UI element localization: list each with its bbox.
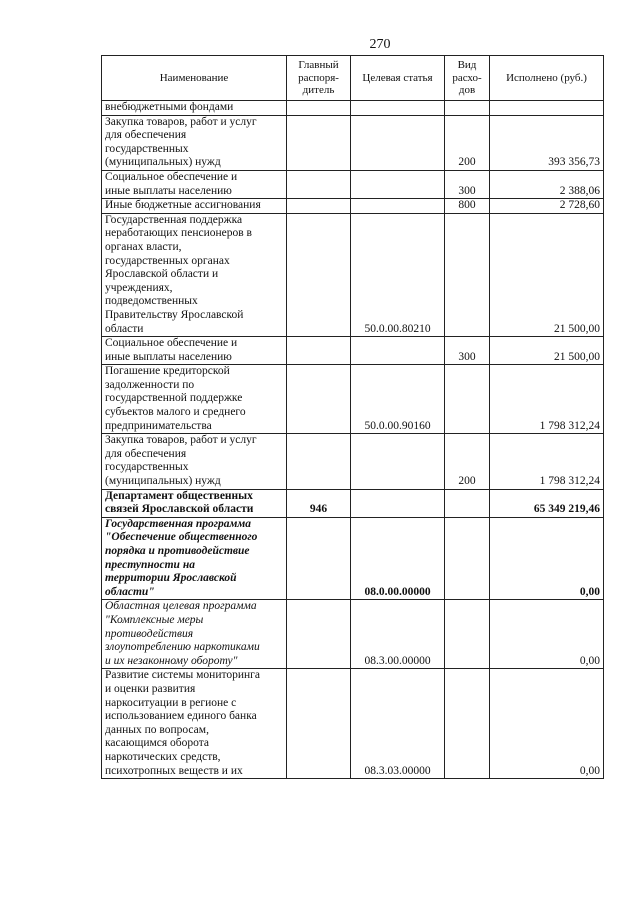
row-target-cell xyxy=(351,199,445,214)
row-name-cell: Социальное обеспечение и иные выплаты населению xyxy=(102,337,287,365)
row-target-cell xyxy=(351,434,445,489)
row-target-cell: 08.3.03.00000 xyxy=(351,669,445,779)
row-name-cell: Закупка товаров, работ и услуг для обеспечения государственных (муниципальных) нужд xyxy=(102,434,287,489)
row-target-cell: 50.0.00.80210 xyxy=(351,213,445,336)
row-type-cell: 200 xyxy=(445,115,490,170)
table-row xyxy=(102,517,604,600)
row-grbs-cell xyxy=(287,199,351,214)
row-type-cell: 300 xyxy=(445,337,490,365)
row-grbs-cell xyxy=(287,337,351,365)
row-target-cell xyxy=(351,337,445,365)
row-amount-cell xyxy=(490,101,604,116)
table-row xyxy=(102,365,604,434)
row-amount-cell: 0,00 xyxy=(490,600,604,669)
row-grbs-cell xyxy=(287,115,351,170)
row-grbs-cell: 946 xyxy=(287,489,351,517)
row-type-cell xyxy=(445,517,490,600)
row-amount-cell: 393 356,73 xyxy=(490,115,604,170)
row-amount-cell: 2 728,60 xyxy=(490,199,604,214)
budget-table xyxy=(101,55,604,779)
table-row xyxy=(102,489,604,517)
row-target-cell: 50.0.00.90160 xyxy=(351,365,445,434)
row-target-cell xyxy=(351,489,445,517)
row-amount-cell: 1 798 312,24 xyxy=(490,434,604,489)
row-name-cell: Социальное обеспечение и иные выплаты населению xyxy=(102,170,287,198)
row-type-cell xyxy=(445,489,490,517)
table-row xyxy=(102,213,604,336)
row-name-cell: Иные бюджетные ассигнования xyxy=(102,199,287,214)
table-row xyxy=(102,199,604,214)
header-target: Целевая статья xyxy=(351,56,445,101)
row-name-cell: Государственная поддержка неработающих пенсионеров в органах власти, государственных органах Ярославской области и учреждениях, подведомственных Правительству Ярославской области xyxy=(102,213,287,336)
header-type: Вид расхо-дов xyxy=(445,56,490,101)
table-row xyxy=(102,669,604,779)
row-type-cell xyxy=(445,213,490,336)
row-amount-cell: 0,00 xyxy=(490,669,604,779)
row-target-cell xyxy=(351,101,445,116)
row-name-cell: Департамент общественных связей Ярославской области xyxy=(102,489,287,517)
row-name-cell: внебюджетными фондами xyxy=(102,101,287,116)
row-amount-cell: 65 349 219,46 xyxy=(490,489,604,517)
row-type-cell xyxy=(445,600,490,669)
row-amount-cell: 0,00 xyxy=(490,517,604,600)
row-type-cell xyxy=(445,101,490,116)
table-row xyxy=(102,337,604,365)
page-number: 270 xyxy=(369,37,391,52)
row-target-cell: 08.3.00.00000 xyxy=(351,600,445,669)
row-grbs-cell xyxy=(287,517,351,600)
row-type-cell: 300 xyxy=(445,170,490,198)
header-executed: Исполнено (руб.) xyxy=(490,56,604,101)
row-grbs-cell xyxy=(287,434,351,489)
row-grbs-cell xyxy=(287,365,351,434)
table-row xyxy=(102,115,604,170)
row-name-cell: Погашение кредиторской задолженности по государственной поддержке субъектов малого и среднего предпринимательства xyxy=(102,365,287,434)
row-name-cell: Государственная программа "Обеспечение общественного порядка и противодействие преступности на территории Ярославской области" xyxy=(102,517,287,600)
table-row xyxy=(102,101,604,116)
row-grbs-cell xyxy=(287,101,351,116)
header-grbs: Главный распоря-дитель xyxy=(287,56,351,101)
row-amount-cell: 21 500,00 xyxy=(490,213,604,336)
row-name-cell: Областная целевая программа "Комплексные меры противодействия злоупотреблению наркотиками и их незаконному обороту" xyxy=(102,600,287,669)
row-type-cell: 800 xyxy=(445,199,490,214)
row-name-cell: Закупка товаров, работ и услуг для обеспечения государственных (муниципальных) нужд xyxy=(102,115,287,170)
row-grbs-cell xyxy=(287,213,351,336)
row-amount-cell: 2 388,06 xyxy=(490,170,604,198)
table-row xyxy=(102,600,604,669)
row-amount-cell: 1 798 312,24 xyxy=(490,365,604,434)
row-target-cell xyxy=(351,115,445,170)
row-grbs-cell xyxy=(287,170,351,198)
table-row xyxy=(102,170,604,198)
header-name: Наименование xyxy=(102,56,287,101)
row-target-cell xyxy=(351,170,445,198)
row-name-cell: Развитие системы мониторинга и оценки развития наркоситуации в регионе с использованием единого банка данных по вопросам, касающимся оборота наркотических средств, психотропных веществ и их xyxy=(102,669,287,779)
table-header-row xyxy=(102,56,604,101)
row-target-cell: 08.0.00.00000 xyxy=(351,517,445,600)
row-grbs-cell xyxy=(287,600,351,669)
row-grbs-cell xyxy=(287,669,351,779)
table-row xyxy=(102,434,604,489)
row-amount-cell: 21 500,00 xyxy=(490,337,604,365)
row-type-cell xyxy=(445,365,490,434)
row-type-cell xyxy=(445,669,490,779)
row-type-cell: 200 xyxy=(445,434,490,489)
